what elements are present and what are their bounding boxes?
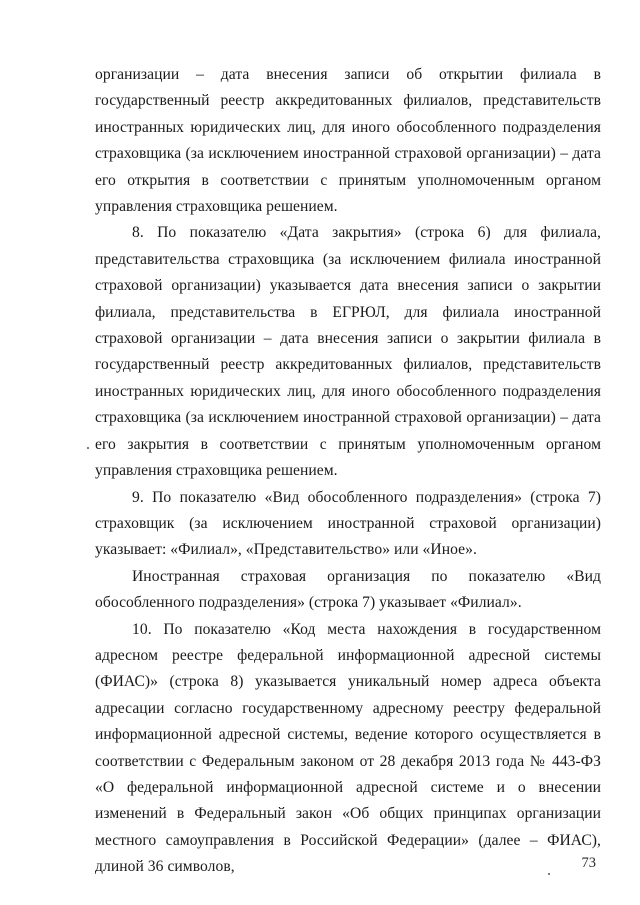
paragraph-foreign-insurer: Иностранная страховая организация по показателю «Вид обособленного подразделения» (строка 7) указывает «Филиал». [95,567,601,612]
body-text [95,62,601,881]
paragraph-item-10: 10. По показателю «Код места нахождения в государственном адресном реестре федеральной информационной адресной системы (ФИАС)» (строка 8) указывается уникальный номер адреса объекта адресации согласно государственному адресному реестру федеральной информационной адресной системы, ведение которого осуществляется в соответствии с Федеральным законом от 28 декабря 2013 года № 443-ФЗ «О федеральной информационной адресной системе и о внесении изменений в Федеральный закон «Об общих принципах организации местного самоуправления в Российской Федерации» (далее – ФИАС), длиной 36 символов, [95,620,601,876]
paragraph-item-8: 8. По показателю «Дата закрытия» (строка 6) для филиала, представительства страховщика (за исключением филиала иностранной страховой организации) указывается дата внесения записи о закрытии филиала, представительства в ЕГРЮЛ, для филиала иностранной страховой организации – дата внесения записи о закрытии филиала в государственный реестр аккредитованных филиалов, представительств иностранных юридических лиц, для иного обособленного подразделения страховщика (за исключением иностранной страховой организации) – дата его закрытия в соответствии с принятым уполномоченным органом управления страховщика решением. [95,224,601,480]
paragraph-continuation: организации – дата внесения записи об открытии филиала в государственный реестр аккредитованных филиалов, представительств иностранных юридических лиц, для иного обособленного подразделения страховщика (за исключением иностранной страховой организации) – дата его открытия в соответствии с принятым уполномоченным органом управления страховщика решением. [95,66,601,216]
page-number: 73 [581,855,596,871]
scan-speck [87,447,89,449]
scan-speck [548,873,550,875]
paragraph-item-9: 9. По показателю «Вид обособленного подразделения» (строка 7) страховщик (за исключением иностранной страховой организации) указывает: «Филиал», «Представительство» или «Иное». [95,488,601,559]
